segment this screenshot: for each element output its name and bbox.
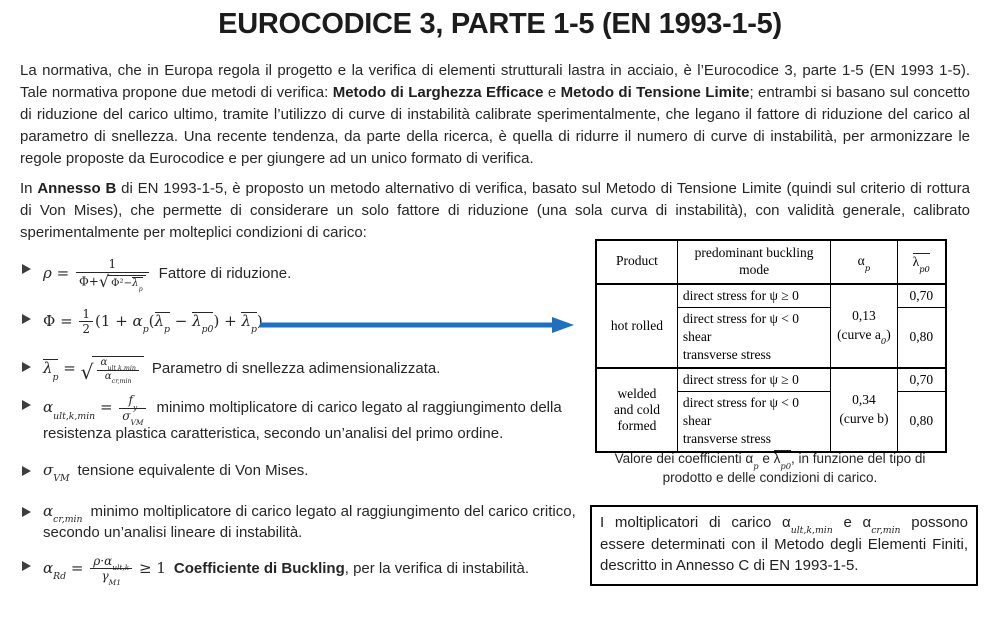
intro-paragraph: La normativa, che in Europa regola il progetto e la verifica di elementi strutturali lastra in acciaio, è l’Eurocodice 3, parte 1-5 (EN 1993 1-5). Tale normativa propone due metodi di verifica: Metodo di Larghezza Efficace e Metodo di Tensione Limite; entrambi si basano sul concetto di riduzione del carico ultimo, tramite l’utilizzo di curve di instabilità calibrate sperimentalmente, che legano il fattore di riduzione del carico al parametro di snellezza. Una recente tendenza, da parte della ricerca, è quella di ridurre il numero di curve di instabilità, per armonizzare le regole proposte da Eurocodice e per giungere ad un unico formato di verifica. — [20, 62, 970, 167]
header-lambda-p0: $\lambda_{p0}$ — [897, 240, 946, 284]
buckling-coefficient-formula: $\alpha_{Rd}$ = $\frac{\rho\cdot\alpha_{ult,k}}{\gamma_{M1}}$ ≥ 1 — [43, 553, 166, 588]
list-item — [20, 501, 578, 543]
coefficients-table — [595, 239, 947, 453]
alpha-cr-symbol: $\alpha_{cr,min}$ — [43, 501, 83, 525]
table-header-row — [596, 240, 946, 284]
list-item — [20, 356, 578, 386]
list-item — [20, 394, 578, 443]
bullet-arrow-icon — [22, 400, 31, 410]
bullet-arrow-icon — [22, 362, 31, 372]
cell-mode: direct stress for ψ < 0 shear transverse stress — [677, 307, 830, 367]
cell-lambda: 0,70 — [897, 284, 946, 308]
slenderness-formula: $\lambda_p$ = √ $\frac{\alpha_{ult,k,min}}{\alpha_{cr,min}}$ — [43, 359, 144, 377]
bullet-arrow-icon — [22, 507, 31, 517]
list-item — [20, 460, 578, 484]
header-alpha-p: $\alpha_p$ — [831, 240, 897, 284]
bullet-arrow-icon — [22, 466, 31, 476]
header-buckling-mode: predominant buckling mode — [677, 240, 830, 284]
table-row — [596, 368, 946, 392]
list-item — [20, 257, 578, 293]
header-product: Product — [596, 240, 677, 284]
table-caption: Valore dei coefficienti $\alpha_p$ e $\lambda_{p0}$, in funzione del tipo di prodotto e delle condizioni di carico. — [614, 451, 926, 485]
bullet-description: tensione equivalente di Von Mises. — [77, 461, 309, 479]
cell-mode: direct stress for ψ ≥ 0 — [677, 284, 830, 308]
annex-paragraph: In Annesso B di EN 1993-1-5, è proposto un metodo alternativo di verifica, basato sul Metodo di Tensione Limite (quindi sul criterio di rottura di Von Mises), che permette di considerare un solo fattore di riduzione (una sola curva di instabilità), con validità generale, calibrato sperimentalmente per molteplici condizioni di carico: — [20, 180, 970, 241]
cell-mode: direct stress for ψ < 0 shear transverse stress — [677, 391, 830, 451]
cell-alpha: 0,34 (curve b) — [831, 368, 897, 452]
page-title: EUROCODICE 3, PARTE 1-5 (EN 1993-1-5) — [218, 8, 782, 40]
reduction-factor-formula: ρ = $\frac{1}{\Phi+√ \Phi^2-\lambda_p}$ — [43, 264, 151, 282]
phi-formula: Φ = $\frac{1}{2}$ $(1 + \alpha_p(\lambda_p - \lambda_{p0}) + \lambda_p)$ — [43, 306, 263, 337]
bullet-description: minimo moltiplicatore di carico legato al raggiungimento del carico critico, secondo un’analisi lineare di instabilità. — [43, 502, 576, 541]
bullet-description: Coefficiente di Buckling, per la verifica di instabilità. — [173, 559, 529, 577]
alpha-ult-formula: $\alpha_{ult,k,min}$ = $\frac{f_y}{\sigma_{VM}}$ — [43, 398, 148, 416]
cell-product: welded and cold formed — [596, 368, 677, 452]
bullet-description: Fattore di riduzione. — [158, 264, 292, 282]
cell-lambda: 0,80 — [897, 307, 946, 367]
cell-product: hot rolled — [596, 284, 677, 368]
cell-alpha: 0,13 (curve $a_0$) — [831, 284, 897, 368]
sigma-vm-symbol: $\sigma_{VM}$ — [43, 460, 70, 484]
cell-lambda: 0,70 — [897, 368, 946, 392]
cell-lambda: 0,80 — [897, 391, 946, 451]
bullet-description: Parametro di snellezza adimensionalizzata. — [151, 360, 441, 378]
bullet-arrow-icon — [22, 561, 31, 571]
bullet-arrow-icon — [22, 314, 31, 324]
cell-mode: direct stress for ψ ≥ 0 — [677, 368, 830, 392]
list-item — [20, 553, 578, 588]
bullet-arrow-icon — [22, 264, 31, 274]
table-row — [596, 284, 946, 308]
fem-note-box: I moltiplicatori di carico $\alpha_{ult,k,min}$ e $\alpha_{cr,min}$ possono essere determinati con il Metodo degli Elementi Finiti, descritto in Annesso C di EN 1993-1-5. — [590, 505, 978, 586]
right-arrow-icon — [256, 314, 578, 336]
bullet-description: minimo moltiplicatore di carico legato al raggiungimento della resistenza plastica caratteristica, secondo un’analisi del primo ordine. — [43, 399, 562, 442]
formula-bullet-list — [20, 250, 578, 588]
